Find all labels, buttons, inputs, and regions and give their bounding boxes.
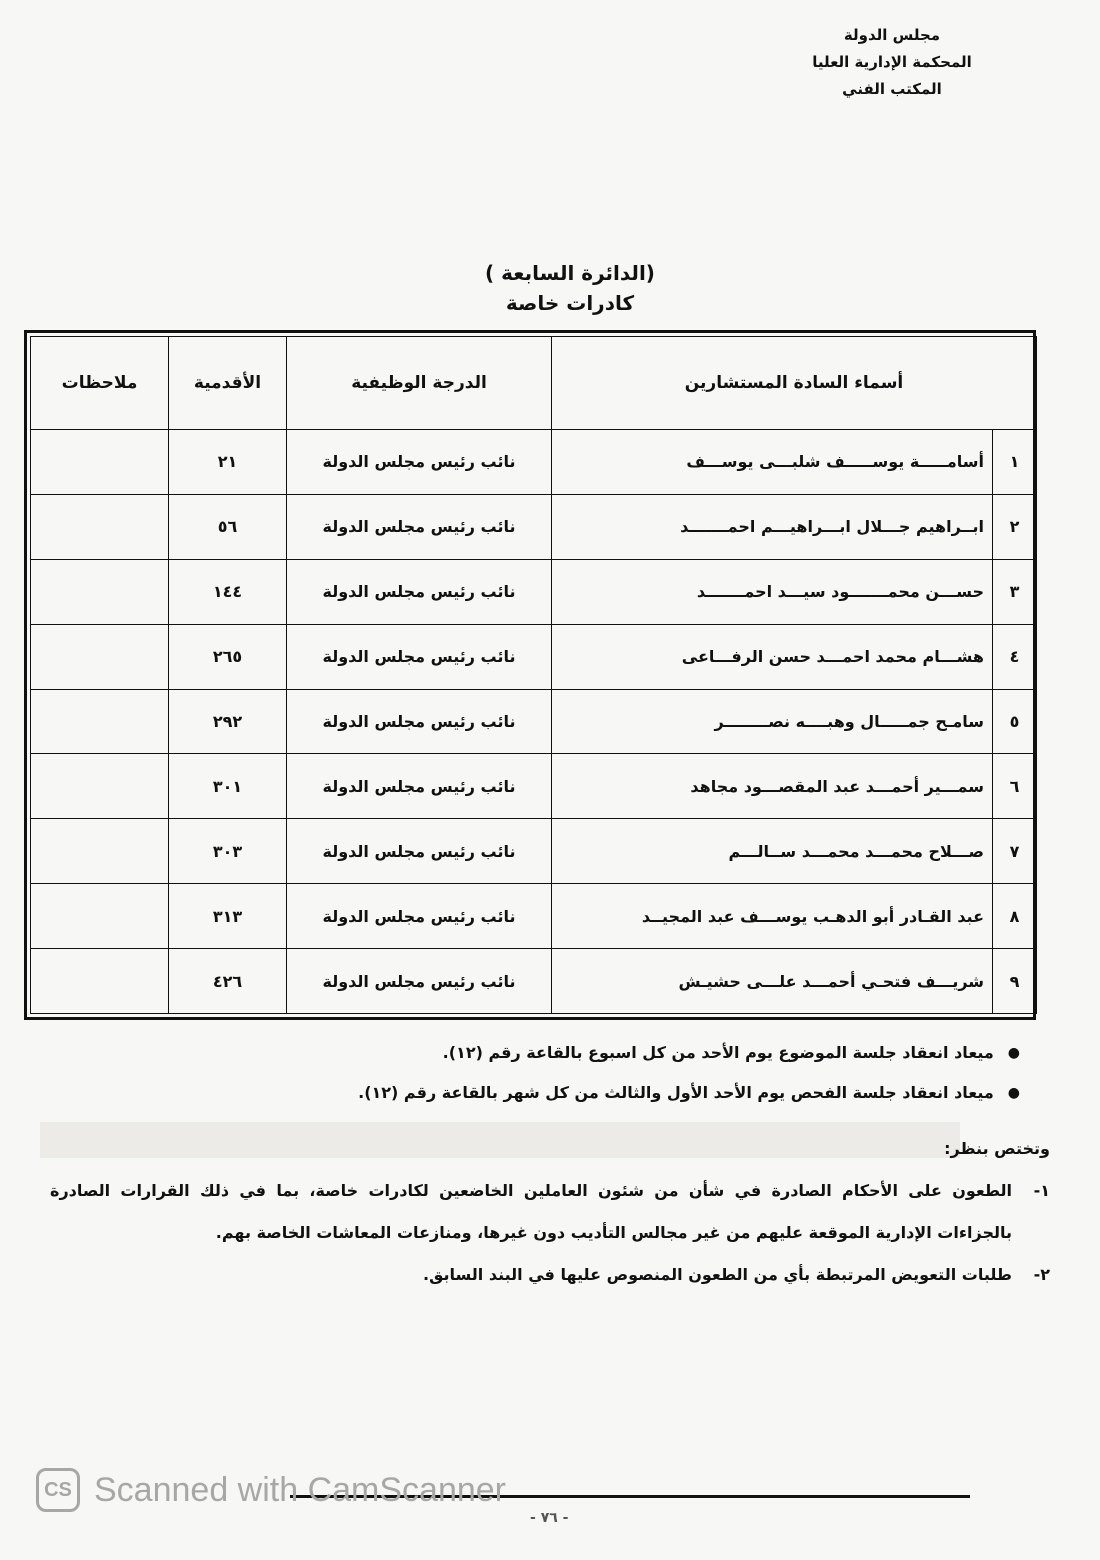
table-row xyxy=(31,754,1037,819)
row-number: ٤ xyxy=(993,624,1037,689)
job-grade: نائب رئيس مجلس الدولة xyxy=(287,624,552,689)
bullet-icon: ● xyxy=(1007,1045,1020,1061)
seniority: ٣٠٣ xyxy=(169,819,287,884)
seniority: ٤٢٦ xyxy=(169,949,287,1014)
notes xyxy=(31,430,169,495)
circuit-subtitle: كادرات خاصة xyxy=(505,291,635,315)
seniority: ٢٩٢ xyxy=(169,689,287,754)
counselor-name: أسامـــــة يوســـــف شلبـــى يوســـف xyxy=(552,430,993,495)
header-court: المحكمة الإدارية العليا xyxy=(812,53,972,71)
table-row xyxy=(31,819,1037,884)
table-row xyxy=(31,884,1037,949)
table-row xyxy=(31,624,1037,689)
bullet-icon: ● xyxy=(1007,1085,1020,1101)
job-grade: نائب رئيس مجلس الدولة xyxy=(287,819,552,884)
circuit-title: (الدائرة السابعة ) xyxy=(485,261,655,285)
job-grade: نائب رئيس مجلس الدولة xyxy=(287,494,552,559)
page-number: - ٧٦ - xyxy=(530,1510,569,1526)
notes xyxy=(31,559,169,624)
seniority: ٢١ xyxy=(169,430,287,495)
table-row xyxy=(31,494,1037,559)
jurisdiction-heading: وتختص بنظر: xyxy=(944,1139,1050,1158)
notes xyxy=(31,754,169,819)
counselor-name: سامـح جمـــــال وهبــــه نصــــــــر xyxy=(552,689,993,754)
row-number: ٧ xyxy=(993,819,1037,884)
counselors-table-frame xyxy=(24,330,1036,1020)
jurisdiction-section xyxy=(50,1128,1050,1296)
row-number: ٨ xyxy=(993,884,1037,949)
header-names: أسماء السادة المستشارين xyxy=(552,337,1037,430)
counselor-name: سمـــير أحمـــد عبد المقصـــود مجاهد xyxy=(552,754,993,819)
camscanner-watermark xyxy=(36,1468,506,1512)
list-item xyxy=(60,1080,1020,1106)
item-text: طلبات التعويض المرتبطة بأي من الطعون المنصوص عليها في البند السابق. xyxy=(422,1265,1012,1284)
table-row xyxy=(31,949,1037,1014)
header-notes: ملاحظات xyxy=(31,337,169,430)
row-number: ٩ xyxy=(993,949,1037,1014)
item-text: الطعون على الأحكام الصادرة في شأن من شئون العاملين الخاضعين لكادرات خاصة، بما في ذلك القرارات الصادرة بالجزاءات الإدارية الموقعة عليهم من غير مجالس التأديب دون غيرها، ومنازعات المعاشات الخاصة بهم. xyxy=(50,1181,1012,1242)
item-number: ١- xyxy=(1033,1181,1050,1200)
session-notes xyxy=(60,1040,1020,1120)
list-item xyxy=(50,1170,1050,1254)
notes xyxy=(31,884,169,949)
item-number: ٢- xyxy=(1033,1265,1050,1284)
notes xyxy=(31,949,169,1014)
table-row xyxy=(31,559,1037,624)
job-grade: نائب رئيس مجلس الدولة xyxy=(287,949,552,1014)
job-grade: نائب رئيس مجلس الدولة xyxy=(287,559,552,624)
list-item xyxy=(50,1254,1050,1296)
counselor-name: صـــلاح محمـــد محمـــد ســالـــم xyxy=(552,819,993,884)
row-number: ٥ xyxy=(993,689,1037,754)
header-council: مجلس الدولة xyxy=(843,26,941,44)
camscanner-logo-icon: CS xyxy=(36,1468,80,1512)
row-number: ٦ xyxy=(993,754,1037,819)
table-row xyxy=(31,430,1037,495)
header-office: المكتب الفني xyxy=(842,80,942,98)
document-header xyxy=(772,22,1012,103)
seniority: ١٤٤ xyxy=(169,559,287,624)
table-row xyxy=(31,689,1037,754)
header-seniority: الأقدمية xyxy=(169,337,287,430)
counselor-name: عبد القـادر أبو الدهـب يوســـف عبد المجيــد xyxy=(552,884,993,949)
document-titles xyxy=(0,258,1100,318)
row-number: ٢ xyxy=(993,494,1037,559)
seniority: ٥٦ xyxy=(169,494,287,559)
counselor-name: حســـن محمـــــــود سيـــد احمـــــــد xyxy=(552,559,993,624)
job-grade: نائب رئيس مجلس الدولة xyxy=(287,754,552,819)
notes xyxy=(31,494,169,559)
notes xyxy=(31,689,169,754)
job-grade: نائب رئيس مجلس الدولة xyxy=(287,430,552,495)
notes xyxy=(31,624,169,689)
list-item xyxy=(60,1040,1020,1066)
header-grade: الدرجة الوظيفية xyxy=(287,337,552,430)
session-note-text: ميعاد انعقاد جلسة الفحص يوم الأحد الأول والثالث من كل شهر بالقاعة رقم (١٢). xyxy=(358,1083,994,1102)
seniority: ٢٦٥ xyxy=(169,624,287,689)
session-note-text: ميعاد انعقاد جلسة الموضوع يوم الأحد من كل اسبوع بالقاعة رقم (١٢). xyxy=(442,1043,994,1062)
counselor-name: شريـــف فتحـي أحمـــد علـــى حشيـش xyxy=(552,949,993,1014)
counselors-table xyxy=(30,336,1037,1014)
counselor-name: هشـــام محمد احمـــد حسن الرفـــاعى xyxy=(552,624,993,689)
seniority: ٣٠١ xyxy=(169,754,287,819)
seniority: ٣١٣ xyxy=(169,884,287,949)
table-header-row xyxy=(31,337,1037,430)
row-number: ١ xyxy=(993,430,1037,495)
row-number: ٣ xyxy=(993,559,1037,624)
watermark-text: Scanned with CamScanner xyxy=(94,1470,507,1509)
job-grade: نائب رئيس مجلس الدولة xyxy=(287,689,552,754)
notes xyxy=(31,819,169,884)
job-grade: نائب رئيس مجلس الدولة xyxy=(287,884,552,949)
counselor-name: ابــراهيم جـــلال ابـــراهيـــم احمـــــــد xyxy=(552,494,993,559)
